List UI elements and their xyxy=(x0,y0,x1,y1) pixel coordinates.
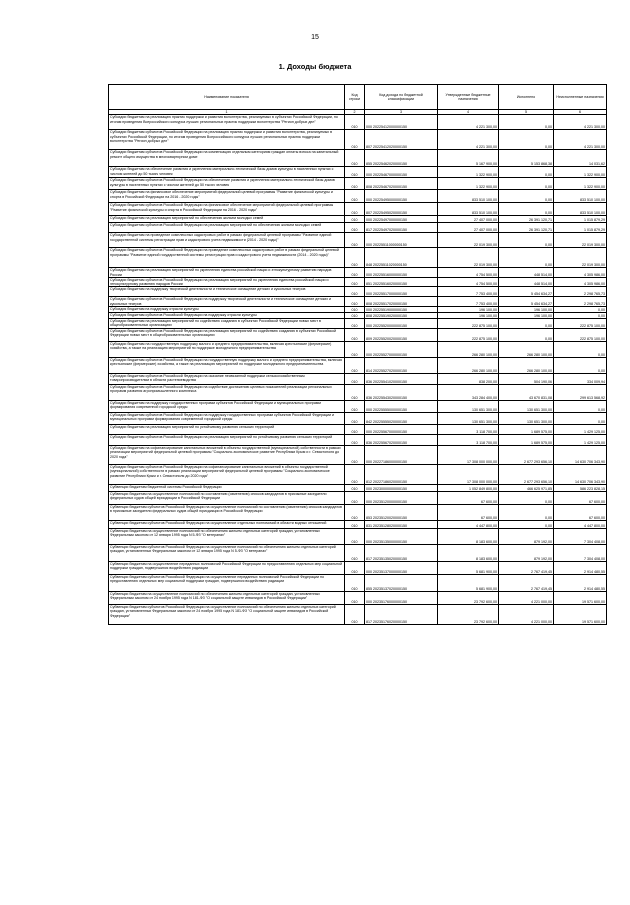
cell-name: Субсидии бюджетам субъектов Российской Федерации на содействие достижению целевых показателей реализации региональных программ развития агропромышленного комплекса xyxy=(109,385,345,401)
cell-code: 010 xyxy=(345,575,365,592)
cell-unexecuted: 0,00 xyxy=(554,307,607,313)
cell-name: Субсидии бюджетам субъектов Российской Федерации на реализацию мероприятий по содействию созданию в субъектах Российской Федерации новых мест в общеобразовательных организациях xyxy=(109,329,345,342)
cell-code: 010 xyxy=(345,178,365,190)
cell-name: Субсидии бюджетам на проведение комплексных кадастровых работ в рамках федеральной целевой программы "Развитие единой государственной системы регистрации прав и кадастрового учета недвижимости (2014 - 2020 годы)" xyxy=(109,233,345,248)
table-body xyxy=(109,115,607,625)
cell-classification: 000 20225555000000150 xyxy=(365,401,438,413)
cell-executed: 879 192,00 xyxy=(499,529,554,545)
cell-executed: 0,00 xyxy=(499,521,554,529)
cell-unexecuted: 4 447 800,00 xyxy=(554,521,607,529)
cell-classification: 836 20225567020000150 xyxy=(365,435,438,446)
cell-classification: 808 20225517020000150 xyxy=(365,297,438,307)
cell-executed: 448 514,00 xyxy=(499,277,554,287)
cell-approved: 196 100,00 xyxy=(438,313,499,319)
section-title: 1. Доходы бюджета xyxy=(278,62,352,71)
cell-executed: 130 651 300,00 xyxy=(499,401,554,413)
cell-executed: 0,00 xyxy=(499,233,554,248)
cell-unexecuted: 833 510 100,00 xyxy=(554,190,607,203)
cell-unexecuted: 334 009,94 xyxy=(554,374,607,385)
table-row xyxy=(109,297,607,307)
cell-classification: 817 20225497020000150 xyxy=(365,223,438,233)
cell-classification: 809 20225520020000150 xyxy=(365,329,438,342)
table-row xyxy=(109,425,607,435)
cell-approved: 833 510 100,00 xyxy=(438,190,499,203)
cell-name: Субвенции бюджетам субъектов Российской Федерации на осуществление полномочий по составлению (изменению) списков кандидатов в присяжные заседатели федеральных судов общей юрисдикции в Российской Федерации xyxy=(109,505,345,521)
cell-name: Субсидия бюджетам на поддержку отрасли культуры xyxy=(109,307,345,313)
table-row xyxy=(109,435,607,446)
cell-unexecuted: 19 571 600,00 xyxy=(554,592,607,605)
cell-code: 010 xyxy=(345,319,365,329)
cell-executed: 1 689 575,00 xyxy=(499,435,554,446)
table-row xyxy=(109,545,607,562)
cell-classification: 842 20225555020000150 xyxy=(365,413,438,425)
cell-code: 010 xyxy=(345,465,365,485)
cell-unexecuted: 0,00 xyxy=(554,342,607,358)
cell-name: Субвенции бюджетам бюджетной системы Российской Федерации xyxy=(109,485,345,492)
table-row xyxy=(109,115,607,130)
cell-classification: 817 20235176020000150 xyxy=(365,605,438,625)
cell-approved: 7 753 400,00 xyxy=(438,297,499,307)
cell-approved: 7 753 400,00 xyxy=(438,287,499,297)
cell-unexecuted: 7 304 408,00 xyxy=(554,529,607,545)
table-row xyxy=(109,385,607,401)
table-row xyxy=(109,248,607,268)
cell-approved: 1 322 900,00 xyxy=(438,167,499,178)
cell-unexecuted: 0,00 xyxy=(554,358,607,374)
cell-classification: 853 20235120020000150 xyxy=(365,505,438,521)
column-index: 3 xyxy=(365,110,438,115)
cell-approved: 343 284 400,00 xyxy=(438,385,499,401)
budget-income-table xyxy=(108,84,607,625)
cell-name: Субвенции бюджетам субъектов Российской Федерации на осуществление полномочий по обеспечению жильем отдельных категорий граждан, установленных Федеральным законом от 24 ноября 1995 года N 181-ФЗ "О социальной защите инвалидов в Российской Федерации" xyxy=(109,605,345,625)
cell-executed: 0,00 xyxy=(499,505,554,521)
cell-classification: 000 20235137000000150 xyxy=(365,562,438,575)
cell-approved: 130 651 300,00 xyxy=(438,413,499,425)
table-row xyxy=(109,592,607,605)
cell-executed: 504 190,06 xyxy=(499,374,554,385)
cell-executed: 43 670 831,08 xyxy=(499,385,554,401)
cell-classification: 000 20225567000000150 xyxy=(365,425,438,435)
cell-code: 010 xyxy=(345,605,365,625)
table-row xyxy=(109,223,607,233)
cell-unexecuted: 14 630 706 343,90 xyxy=(554,446,607,465)
cell-approved: 23 792 600,00 xyxy=(438,592,499,605)
cell-unexecuted: 1 015 879,29 xyxy=(554,216,607,223)
cell-unexecuted: 4 305 986,00 xyxy=(554,268,607,278)
cell-code: 010 xyxy=(345,446,365,465)
table-row xyxy=(109,130,607,150)
cell-executed: 266 280 100,00 xyxy=(499,358,554,374)
header-approved: Утвержденные бюджетные назначения xyxy=(438,85,499,110)
cell-executed: 196 100,00 xyxy=(499,313,554,319)
cell-unexecuted: 586 223 828,15 xyxy=(554,485,607,492)
table-row xyxy=(109,562,607,575)
cell-executed: 0,00 xyxy=(499,329,554,342)
cell-classification: 000 20225527000000150 xyxy=(365,342,438,358)
cell-executed: 130 651 300,00 xyxy=(499,413,554,425)
table-row xyxy=(109,374,607,385)
cell-name: Субсидии бюджетам на реализацию мероприятий по содействию созданию в субъектах Российской Федерации новых мест в общеобразовательных организациях xyxy=(109,319,345,329)
cell-approved: 4 754 500,00 xyxy=(438,268,499,278)
column-index: 6 xyxy=(554,110,607,115)
table-row xyxy=(109,233,607,248)
cell-classification: 808 20225467020000150 xyxy=(365,178,438,190)
cell-executed: 2 767 419,45 xyxy=(499,575,554,592)
cell-unexecuted: 0,00 xyxy=(554,413,607,425)
cell-executed: 466 625 971,85 xyxy=(499,485,554,492)
cell-classification: 807 20225412020000150 xyxy=(365,130,438,150)
cell-classification: 855 20235137020000150 xyxy=(365,575,438,592)
cell-classification: 807 20225495020000150 xyxy=(365,203,438,216)
cell-approved: 22 019 300,00 xyxy=(438,233,499,248)
cell-name: Субсидии бюджетам субъектов Российской Федерации на реализацию мероприятий по устойчивому развитию сельских территорий xyxy=(109,435,345,446)
column-index: 1 xyxy=(109,110,345,115)
page-number: 15 xyxy=(311,34,319,41)
cell-code: 010 xyxy=(345,374,365,385)
cell-approved: 67 600,00 xyxy=(438,505,499,521)
cell-name: Субсидии бюджетам субъектов Российской Федерации на компенсацию отдельным категориям граждан оплаты взноса на капитальный ремонт общего имущества в многоквартирном доме xyxy=(109,150,345,167)
cell-approved: 8 183 600,00 xyxy=(438,529,499,545)
cell-name: Субсидии бюджетам на обеспечение развития и укрепления материально-технической базы домов культуры в населенных пунктах с числом жителей до 50 тысяч человек xyxy=(109,167,345,178)
cell-name: Субсидии бюджетам субъектов Российской Федерации на реализацию практик поддержки и развития волонтерства, реализуемых в субъектах Российской Федерации, по итогам проведения Всероссийского конкурса лучших региональных практик поддержки волонтерства "Регион добрых дел" xyxy=(109,130,345,150)
cell-classification: 000 20230000000000150 xyxy=(365,485,438,492)
cell-approved: 4 754 500,00 xyxy=(438,277,499,287)
cell-classification: 000 20225412000000150 xyxy=(365,115,438,130)
cell-classification: 817 20235135020000150 xyxy=(365,545,438,562)
cell-executed: 2 767 419,45 xyxy=(499,562,554,575)
cell-code: 010 xyxy=(345,248,365,268)
cell-approved: 222 875 100,00 xyxy=(438,319,499,329)
cell-code: 010 xyxy=(345,562,365,575)
cell-unexecuted: 1 429 125,00 xyxy=(554,425,607,435)
cell-unexecuted: 1 322 900,00 xyxy=(554,167,607,178)
cell-classification: 000 20225495000000150 xyxy=(365,190,438,203)
table-row xyxy=(109,287,607,297)
cell-code: 010 xyxy=(345,529,365,545)
cell-code: 010 xyxy=(345,385,365,401)
cell-classification: 000 20225519000000150 xyxy=(365,307,438,313)
cell-name: Субсидии бюджетам на реализацию мероприятий по укреплению единства российской нации и этнокультурному развитию народов России xyxy=(109,268,345,278)
cell-unexecuted: 1 429 125,00 xyxy=(554,435,607,446)
cell-name: Субсидии бюджетам на реализацию мероприятий по устойчивому развитию сельских территорий xyxy=(109,425,345,435)
cell-classification: 836 20225541020000150 xyxy=(365,374,438,385)
table-row xyxy=(109,485,607,492)
cell-classification: 848 20225511020000150 xyxy=(365,248,438,268)
column-index: 2 xyxy=(345,110,365,115)
cell-unexecuted: 2 914 480,55 xyxy=(554,575,607,592)
cell-code: 010 xyxy=(345,167,365,178)
column-index: 4 xyxy=(438,110,499,115)
cell-name: Субвенции бюджетам на осуществление переданных полномочий Российской Федерации по предоставлению отдельных мер социальной поддержки граждан, подвергшихся воздействию радиации xyxy=(109,562,345,575)
cell-name: Субсидии бюджетам субъектов Российской Федерации на поддержку творческой деятельности и техническое оснащение детских и кукольных театров xyxy=(109,297,345,307)
cell-code: 010 xyxy=(345,223,365,233)
cell-code: 010 xyxy=(345,277,365,287)
cell-executed: 0,00 xyxy=(499,115,554,130)
cell-unexecuted: 2 298 765,73 xyxy=(554,287,607,297)
cell-approved: 833 510 100,00 xyxy=(438,203,499,216)
cell-approved: 130 651 300,00 xyxy=(438,401,499,413)
cell-code: 010 xyxy=(345,313,365,319)
table-row xyxy=(109,492,607,505)
cell-name: Субсидии бюджетам субъектов Российской Федерации на реализацию мероприятий по укреплению единства российской нации и этнокультурному развитию народов России xyxy=(109,277,345,287)
cell-approved: 4 221 300,00 xyxy=(438,115,499,130)
cell-executed: 0,00 xyxy=(499,130,554,150)
cell-unexecuted: 67 600,00 xyxy=(554,505,607,521)
cell-approved: 67 600,00 xyxy=(438,492,499,505)
cell-classification: 000 20225517000000150 xyxy=(365,287,438,297)
header-unexecuted: Неисполненные назначения xyxy=(554,85,607,110)
cell-name: Субвенции бюджетам субъектов Российской Федерации на осуществление переданных полномочий Российской Федерации по предоставлению отдельных мер социальной поддержки граждан, подвергшихся воздействию радиации xyxy=(109,575,345,592)
cell-executed: 0,00 xyxy=(499,178,554,190)
cell-executed: 2 677 293 656,10 xyxy=(499,465,554,485)
table-row xyxy=(109,277,607,287)
header-executed: Исполнено xyxy=(499,85,554,110)
cell-approved: 22 019 300,00 xyxy=(438,248,499,268)
cell-unexecuted: 2 298 765,73 xyxy=(554,297,607,307)
table-row xyxy=(109,190,607,203)
cell-executed: 1 689 575,00 xyxy=(499,425,554,435)
cell-code: 010 xyxy=(345,130,365,150)
cell-approved: 3 118 700,00 xyxy=(438,435,499,446)
cell-code: 010 xyxy=(345,115,365,130)
cell-unexecuted: 4 221 300,00 xyxy=(554,115,607,130)
cell-code: 010 xyxy=(345,329,365,342)
cell-classification: 000 20225516000000150 xyxy=(365,268,438,278)
cell-name: Субсидии бюджетам на финансовое обеспечение мероприятий федеральной целевой программы "Развитие физической культуры и спорта в Российской Федерации на 2016 - 2020 годы" xyxy=(109,190,345,203)
cell-executed: 26 391 120,71 xyxy=(499,223,554,233)
cell-name: Субсидии бюджетам на софинансирование капитальных вложений в объекты государственной (муниципальной) собственности в рамках реализации мероприятий федеральной целевой программы "Социально-экономическое развитие Республики Крым и г. Севастополя до 2020 года" xyxy=(109,446,345,465)
cell-executed: 0,00 xyxy=(499,190,554,203)
cell-unexecuted: 14 031,62 xyxy=(554,150,607,167)
cell-classification: 000 20227186000000150 xyxy=(365,446,438,465)
cell-code: 010 xyxy=(345,216,365,223)
table-row xyxy=(109,342,607,358)
cell-code: 010 xyxy=(345,268,365,278)
cell-approved: 196 100,00 xyxy=(438,307,499,313)
cell-approved: 266 280 100,00 xyxy=(438,358,499,374)
cell-executed: 266 280 100,00 xyxy=(499,342,554,358)
cell-code: 010 xyxy=(345,492,365,505)
cell-code: 010 xyxy=(345,233,365,248)
cell-code: 010 xyxy=(345,545,365,562)
table-row xyxy=(109,401,607,413)
table-header-row xyxy=(109,85,607,110)
cell-classification: 000 20235120000000150 xyxy=(365,492,438,505)
header-name: Наименование показателя xyxy=(109,85,345,110)
table-row xyxy=(109,505,607,521)
cell-unexecuted: 833 510 100,00 xyxy=(554,203,607,216)
cell-name: Субвенции бюджетам субъектов Российской Федерации на осуществление полномочий по обеспечению жильем отдельных категорий граждан, установленных Федеральным законом от 12 января 1995 года N 5-ФЗ "О ветеранах" xyxy=(109,545,345,562)
cell-classification: 836 20225543020000150 xyxy=(365,385,438,401)
cell-name: Субсидии бюджетам субъектов Российской Федерации на финансовое обеспечение мероприятий федеральной целевой программы "Развитие физической культуры и спорта в Российской Федерации на 2016 - 2020 годы" xyxy=(109,203,345,216)
table-row xyxy=(109,216,607,223)
cell-executed: 5 153 868,38 xyxy=(499,150,554,167)
cell-name: Субсидии бюджетам субъектов Российской Федерации на софинансирование капитальных вложений в объекты государственной (муниципальной) собственности в рамках реализации мероприятий федеральной целевой программы "Социально-экономическое развитие Республики Крым и г. Севастополя до 2020 года" xyxy=(109,465,345,485)
cell-unexecuted: 299 613 568,92 xyxy=(554,385,607,401)
cell-name: Субсидии бюджетам на поддержку государственных программ субъектов Российской Федерации и муниципальных программ формирования современной городской среды xyxy=(109,401,345,413)
cell-name: Субсидии бюджетам субъектов Российской Федерации на поддержку государственных программ субъектов Российской Федерации и муниципальных программ формирования современной городской среды xyxy=(109,413,345,425)
table-row xyxy=(109,150,607,167)
cell-unexecuted: 0,00 xyxy=(554,313,607,319)
cell-name: Субсидии бюджетам субъектов Российской Федерации на реализацию мероприятий по обеспечению жильем молодых семей xyxy=(109,223,345,233)
cell-code: 010 xyxy=(345,413,365,425)
cell-name: Субвенции бюджетам субъектов Российской Федерации на осуществление отдельных полномочий в области водных отношений xyxy=(109,521,345,529)
table-row xyxy=(109,203,607,216)
cell-approved: 23 792 600,00 xyxy=(438,605,499,625)
cell-unexecuted: 4 221 300,00 xyxy=(554,130,607,150)
cell-classification: 000 20225511000000150 xyxy=(365,233,438,248)
cell-unexecuted: 2 914 480,55 xyxy=(554,562,607,575)
cell-approved: 1 322 900,00 xyxy=(438,178,499,190)
cell-classification: 855 20225462020000150 xyxy=(365,150,438,167)
cell-executed: 4 221 000,00 xyxy=(499,605,554,625)
cell-name: Субсидии бюджетам на реализацию мероприятий по обеспечению жильем молодых семей xyxy=(109,216,345,223)
cell-classification: 831 20235128020000150 xyxy=(365,521,438,529)
cell-name: Субвенции бюджетам на осуществление полномочий по обеспечению жильем отдельных категорий граждан, установленных Федеральным законом от 24 ноября 1995 года N 181-ФЗ "О социальной защите инвалидов в Российской Федерации" xyxy=(109,592,345,605)
cell-approved: 5 167 900,00 xyxy=(438,150,499,167)
cell-code: 010 xyxy=(345,505,365,521)
cell-approved: 1 052 849 800,00 xyxy=(438,485,499,492)
cell-unexecuted: 222 875 100,00 xyxy=(554,329,607,342)
cell-code: 010 xyxy=(345,401,365,413)
table-row xyxy=(109,329,607,342)
cell-code: 010 xyxy=(345,307,365,313)
cell-executed: 0,00 xyxy=(499,167,554,178)
cell-approved: 17 308 000 000,00 xyxy=(438,465,499,485)
cell-classification: 000 20225497000000150 xyxy=(365,216,438,223)
cell-executed: 4 221 000,00 xyxy=(499,592,554,605)
table-row xyxy=(109,268,607,278)
cell-code: 010 xyxy=(345,190,365,203)
table-row xyxy=(109,446,607,465)
header-code: Код строки xyxy=(345,85,365,110)
cell-unexecuted: 222 875 100,00 xyxy=(554,319,607,329)
cell-name: Субсидии бюджетам субъектов Российской Федерации на государственную поддержку малого и среднего предпринимательства, включая крестьянские (фермерские) хозяйства, а также на реализацию мероприятий по поддержке молодежного предпринимательства xyxy=(109,358,345,374)
table-row xyxy=(109,529,607,545)
cell-executed: 2 677 293 656,10 xyxy=(499,446,554,465)
cell-name: Субсидии бюджетам субъектов Российской Федерации на обеспечение развития и укрепления материально-технической базы домов культуры в населенных пунктах с числом жителей до 50 тысяч человек xyxy=(109,178,345,190)
table-row xyxy=(109,413,607,425)
cell-approved: 4 447 800,00 xyxy=(438,521,499,529)
table-row xyxy=(109,521,607,529)
cell-executed: 0,00 xyxy=(499,203,554,216)
cell-classification: 000 20235176000000150 xyxy=(365,592,438,605)
cell-code: 010 xyxy=(345,521,365,529)
cell-unexecuted: 22 019 300,00 xyxy=(554,248,607,268)
cell-executed: 196 100,00 xyxy=(499,307,554,313)
cell-name: Субсидии бюджетам на реализацию практик поддержки и развития волонтерства, реализуемых в субъектах Российской Федерации, по итогам проведения Всероссийского конкурса лучших региональных практик поддержки волонтерства "Регион добрых дел" xyxy=(109,115,345,130)
cell-code: 010 xyxy=(345,150,365,167)
cell-unexecuted: 7 304 408,00 xyxy=(554,545,607,562)
cell-approved: 27 407 000,00 xyxy=(438,223,499,233)
cell-executed: 879 192,00 xyxy=(499,545,554,562)
cell-name: Субсидии бюджетам на государственную поддержку малого и среднего предпринимательства, включая крестьянские (фермерские) хозяйства, а также на реализацию мероприятий по поддержке молодежного предпринимательства xyxy=(109,342,345,358)
cell-approved: 17 308 000 000,00 xyxy=(438,446,499,465)
table-row xyxy=(109,358,607,374)
cell-approved: 3 118 700,00 xyxy=(438,425,499,435)
cell-executed: 0,00 xyxy=(499,319,554,329)
cell-name: Субсидия бюджетам субъектов Российской Федерации на поддержку отрасли культуры xyxy=(109,313,345,319)
table-row xyxy=(109,465,607,485)
cell-classification: 812 20227186020000150 xyxy=(365,465,438,485)
cell-unexecuted: 1 322 900,00 xyxy=(554,178,607,190)
header-classification: Код дохода по бюджетной классификации xyxy=(365,85,438,110)
table-row xyxy=(109,605,607,625)
cell-code: 010 xyxy=(345,342,365,358)
table-row xyxy=(109,167,607,178)
cell-executed: 5 454 634,27 xyxy=(499,297,554,307)
cell-executed: 0,00 xyxy=(499,492,554,505)
cell-classification: 000 20235135000000150 xyxy=(365,529,438,545)
cell-name: Субсидии бюджетам субъектов Российской Федерации на оказание несвязанной поддержки сельскохозяйственным товаропроизводителям в области растениеводства xyxy=(109,374,345,385)
column-index: 5 xyxy=(499,110,554,115)
cell-approved: 222 875 100,00 xyxy=(438,329,499,342)
cell-approved: 27 407 000,00 xyxy=(438,216,499,223)
cell-code: 010 xyxy=(345,485,365,492)
cell-approved: 4 221 300,00 xyxy=(438,130,499,150)
cell-executed: 5 454 634,27 xyxy=(499,287,554,297)
cell-code: 010 xyxy=(345,297,365,307)
cell-name: Субсидии бюджетам субъектов Российской Федерации на проведение комплексных кадастровых работ в рамках федеральной целевой программы "Развитие единой государственной системы регистрации прав и кадастрового учета недвижимости (2014 - 2020 годы)" xyxy=(109,248,345,268)
table-row xyxy=(109,319,607,329)
cell-unexecuted: 1 015 879,29 xyxy=(554,223,607,233)
cell-classification: 814 20225527020000150 xyxy=(365,358,438,374)
cell-code: 010 xyxy=(345,287,365,297)
cell-code: 010 xyxy=(345,425,365,435)
cell-code: 010 xyxy=(345,203,365,216)
cell-approved: 266 280 100,00 xyxy=(438,342,499,358)
cell-unexecuted: 19 571 600,00 xyxy=(554,605,607,625)
table-row xyxy=(109,178,607,190)
cell-name: Субвенции бюджетам на осуществление полномочий по обеспечению жильем отдельных категорий граждан, установленных Федеральным законом от 12 января 1995 года N 5-ФЗ "О ветеранах" xyxy=(109,529,345,545)
cell-approved: 5 681 900,00 xyxy=(438,562,499,575)
cell-unexecuted: 14 630 706 343,90 xyxy=(554,465,607,485)
cell-approved: 5 681 900,00 xyxy=(438,575,499,592)
cell-approved: 838 200,00 xyxy=(438,374,499,385)
cell-approved: 8 183 600,00 xyxy=(438,545,499,562)
cell-executed: 448 514,00 xyxy=(499,268,554,278)
cell-code: 010 xyxy=(345,435,365,446)
cell-classification: 851 20225516020000150 xyxy=(365,277,438,287)
cell-unexecuted: 22 019 300,00 xyxy=(554,233,607,248)
cell-name: Субвенции бюджетам на осуществление полномочий по составлению (изменению) списков кандидатов в присяжные заседатели федеральных судов общей юрисдикции в Российской Федерации xyxy=(109,492,345,505)
cell-unexecuted: 0,00 xyxy=(554,401,607,413)
cell-unexecuted: 67 600,00 xyxy=(554,492,607,505)
cell-unexecuted: 4 305 986,00 xyxy=(554,277,607,287)
cell-executed: 0,00 xyxy=(499,248,554,268)
cell-executed: 26 391 120,71 xyxy=(499,216,554,223)
cell-classification: 000 20225467000000150 xyxy=(365,167,438,178)
cell-code: 010 xyxy=(345,358,365,374)
table-row xyxy=(109,575,607,592)
cell-classification: 000 20225520000000150 xyxy=(365,319,438,329)
cell-classification: 808 20225519020000150 xyxy=(365,313,438,319)
cell-name: Субсидии бюджетам на поддержку творческой деятельности и техническое оснащение детских и кукольных театров xyxy=(109,287,345,297)
cell-code: 010 xyxy=(345,592,365,605)
